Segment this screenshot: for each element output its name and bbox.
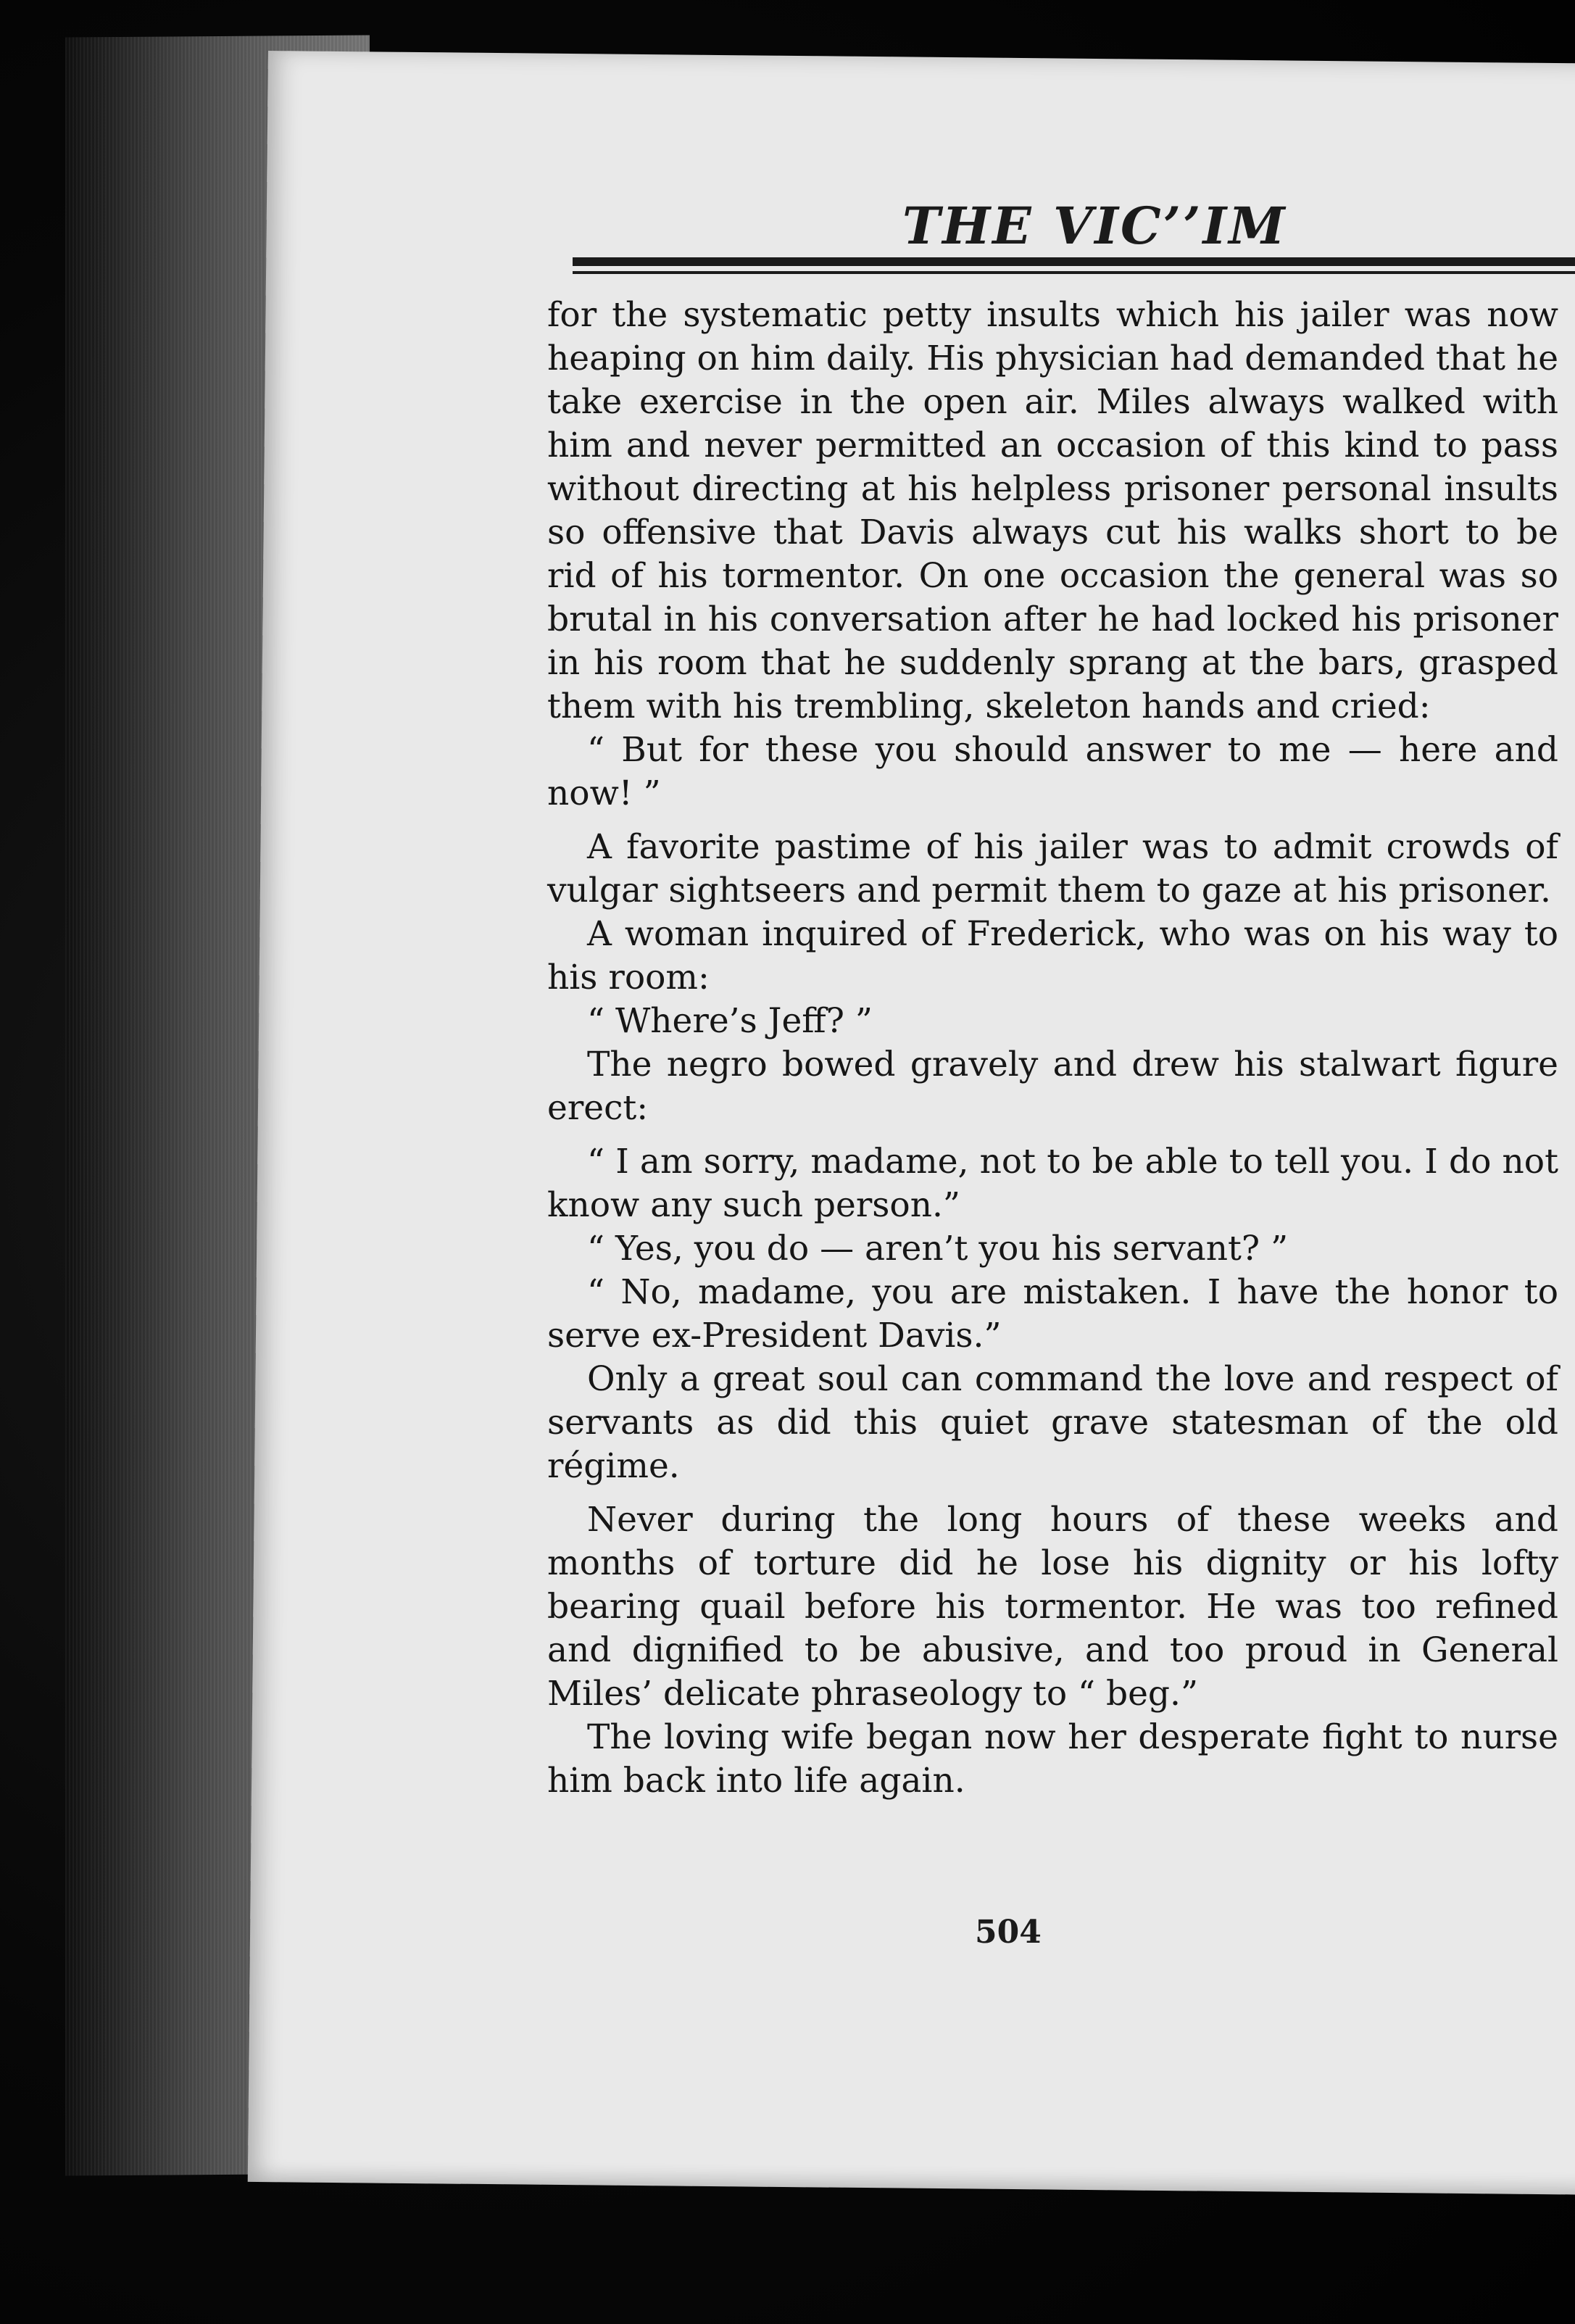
running-head: THE VIC’’IM: [902, 196, 1287, 256]
header-rule-thin: [573, 271, 1575, 274]
page-number: 504: [975, 1914, 1042, 1951]
header-rule-thick: [573, 257, 1575, 266]
paragraph: for the systematic petty insults which his jailer was now heaping on him daily. His physician had demanded that he take exercise in the open air. Miles always walked with him and never permitted an occasion of this kind to pass without directing at his helpless prisoner personal insults so offensive that Davis always cut his walks short to be rid of his tormentor. On one occasion the general was so brutal in his conversation after he had locked his prisoner in his room that he suddenly sprang at the bars, grasped them with his trembling, skeleton hands and cried:: [547, 295, 1559, 726]
paragraph: Only a great soul can command the love and respect of servants as did this quiet grave statesman of the old régime.: [547, 1359, 1558, 1486]
paragraph: A favorite pastime of his jailer was to admit crowds of vulgar sightseers and permit them to gaze at his prisoner.: [547, 827, 1558, 910]
body-text: [547, 294, 1558, 1803]
paragraph: “ But for these you should answer to me — here and now! ”: [547, 730, 1558, 813]
paragraph: Never during the long hours of these weeks and months of torture did he lose his dignity or his lofty bearing quail before his tormentor. He was too refined and dignified to be abusive, and too proud in General Miles’ delicate phraseology to “ beg.”: [547, 1500, 1558, 1714]
paragraph: A woman inquired of Frederick, who was on his way to his room:: [547, 914, 1558, 997]
paragraph: “ Where’s Jeff? ”: [587, 1001, 873, 1041]
paragraph: The loving wife began now her desperate fight to nurse him back into life again.: [547, 1717, 1558, 1801]
paragraph: “ No, madame, you are mistaken. I have the honor to serve ex-President Davis.”: [547, 1272, 1558, 1356]
paragraph: The negro bowed gravely and drew his stalwart figure erect:: [547, 1045, 1558, 1128]
paragraph: “ I am sorry, madame, not to be able to tell you. I do not know any such person.”: [547, 1142, 1558, 1225]
paragraph: “ Yes, you do — aren’t you his servant? ”: [587, 1229, 1289, 1269]
